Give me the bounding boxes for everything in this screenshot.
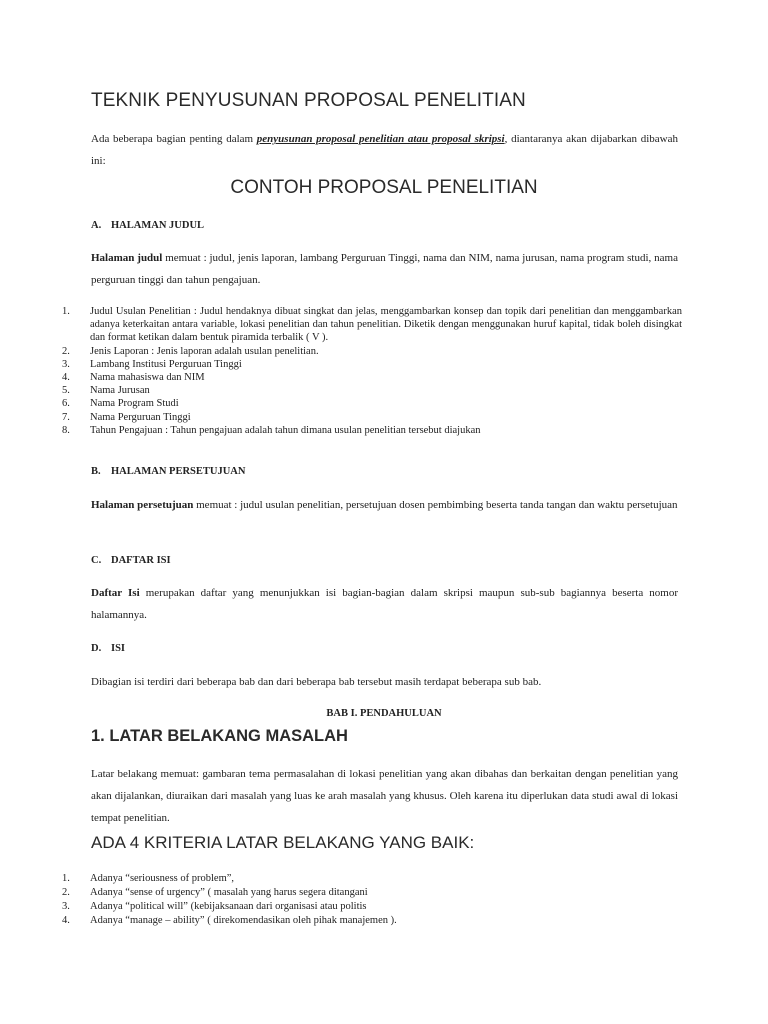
section-d-heading [91, 643, 125, 654]
list-number: 7. [62, 411, 70, 423]
list-number: 1. [62, 306, 70, 317]
list-item [62, 397, 682, 410]
intro-suffix: , diantaranya akan dijabarkan dibawah ini: [91, 133, 678, 167]
list-item [62, 305, 682, 345]
list-text: Tahun Pengajuan : Tahun pengajuan adalah tahun dimana usulan penelitian tersebut diajukan [90, 424, 481, 436]
section-c-letter: C. [91, 555, 102, 566]
list-number: 4. [62, 372, 70, 384]
list-number: 3. [62, 901, 70, 912]
section-b-letter: B. [91, 466, 101, 477]
section-c-heading [91, 555, 171, 566]
section-c-bold: Daftar Isi [91, 587, 140, 599]
list-number: 1. [62, 873, 70, 884]
criteria-list [62, 872, 682, 928]
section-b-text: memuat : judul usulan penelitian, persetujuan dosen pembimbing beserta tanda tangan dan waktu persetujuan [193, 499, 678, 511]
list-number: 8. [62, 424, 70, 436]
list-number: 6. [62, 398, 70, 410]
latar-paragraph: Latar belakang memuat: gambaran tema permasalahan di lokasi penelitian yang akan dibahas dan berkaitan dengan penelitian yang akan dijalankan, diuraikan dari masalah yang luas ke arah masalah yang khusus. Oleh karena itu diperlukan data studi awal di lokasi tempat penelitian. [91, 768, 678, 824]
section-a-paragraph [91, 247, 678, 291]
section-d-title: ISI [111, 643, 126, 654]
list-item [62, 914, 682, 928]
list-text: Adanya “sense of urgency” ( masalah yang harus segera ditangani [90, 887, 368, 898]
list-number: 2. [62, 887, 70, 898]
list-text: Nama Perguruan Tinggi [90, 411, 191, 423]
proposal-link[interactable]: penyusunan proposal penelitian atau proposal skripsi [256, 133, 505, 145]
section-a-text: memuat : judul, jenis laporan, lambang Perguruan Tinggi, nama dan NIM, nama jurusan, nama program studi, nama perguruan tinggi dan tahun pengajuan. [91, 252, 678, 286]
list-text: Nama Program Studi [90, 398, 179, 410]
chapter-heading: BAB I. PENDAHULUAN [326, 708, 442, 719]
list-number: 4. [62, 915, 70, 926]
list-text: Adanya “political will” (kebijaksanaan dari organisasi atau politis [90, 901, 367, 912]
list-text: Lambang Institusi Perguruan Tinggi [90, 358, 242, 370]
list-item [62, 358, 682, 371]
intro-paragraph [91, 128, 678, 172]
criteria-heading: ADA 4 KRITERIA LATAR BELAKANG YANG BAIK: [91, 833, 475, 852]
list-item [62, 411, 682, 424]
intro-prefix: Ada beberapa bagian penting dalam [91, 133, 254, 145]
section-a-letter: A. [91, 220, 102, 231]
list-item [62, 371, 682, 384]
list-item [62, 345, 682, 358]
list-text: Adanya “seriousness of problem”, [90, 873, 235, 884]
section-a-list [62, 305, 682, 437]
list-number: 3. [62, 358, 70, 370]
list-text: Adanya “manage – ability” ( direkomendasikan oleh pihak manajemen ). [90, 915, 397, 926]
section-d-letter: D. [91, 643, 102, 654]
list-item [62, 872, 682, 886]
center-title: CONTOH PROPOSAL PENELITIAN [230, 177, 538, 198]
section-b-bold: Halaman persetujuan [91, 499, 194, 511]
section-d-paragraph: Dibagian isi terdiri dari beberapa bab dan dari beberapa bab tersebut masih terdapat beberapa sub bab. [91, 676, 542, 688]
list-item [62, 886, 682, 900]
section-c-text: merupakan daftar yang menunjukkan isi bagian-bagian dalam skripsi maupun sub-sub bagiannya beserta nomor halamannya. [91, 587, 679, 621]
list-item [62, 900, 682, 914]
list-text: Nama mahasiswa dan NIM [90, 372, 205, 384]
list-text: Nama Jurusan [90, 385, 150, 397]
list-number: 5. [62, 385, 70, 397]
section-b-title: HALAMAN PERSETUJUAN [111, 466, 246, 477]
section-c-title: DAFTAR ISI [111, 555, 171, 566]
list-item [62, 424, 682, 437]
section-a-title: HALAMAN JUDUL [111, 220, 205, 231]
section-b-paragraph [91, 494, 678, 516]
latar-heading: 1. LATAR BELAKANG MASALAH [91, 727, 348, 745]
section-a-bold: Halaman judul [91, 252, 163, 264]
section-b-heading [91, 466, 245, 477]
list-text: Judul Usulan Penelitian : Judul hendaknya dibuat singkat dan jelas, menggambarkan konsep dan topik dari penelitian dan menggambarkan adanya keterkaitan antara variable, lokasi penelitian dan tahun penelitian. Diketik dengan menggunakan huruf kapital, tidak boleh disingkat dan format ketikan dalam bentuk piramida terbalik ( V ). [90, 306, 682, 344]
section-a-heading [91, 220, 204, 231]
list-text: Jenis Laporan : Jenis laporan adalah usulan penelitian. [90, 345, 319, 357]
page-title: TEKNIK PENYUSUNAN PROPOSAL PENELITIAN [91, 90, 526, 111]
list-number: 2. [62, 345, 70, 357]
list-item [62, 384, 682, 397]
section-c-paragraph [91, 582, 678, 626]
